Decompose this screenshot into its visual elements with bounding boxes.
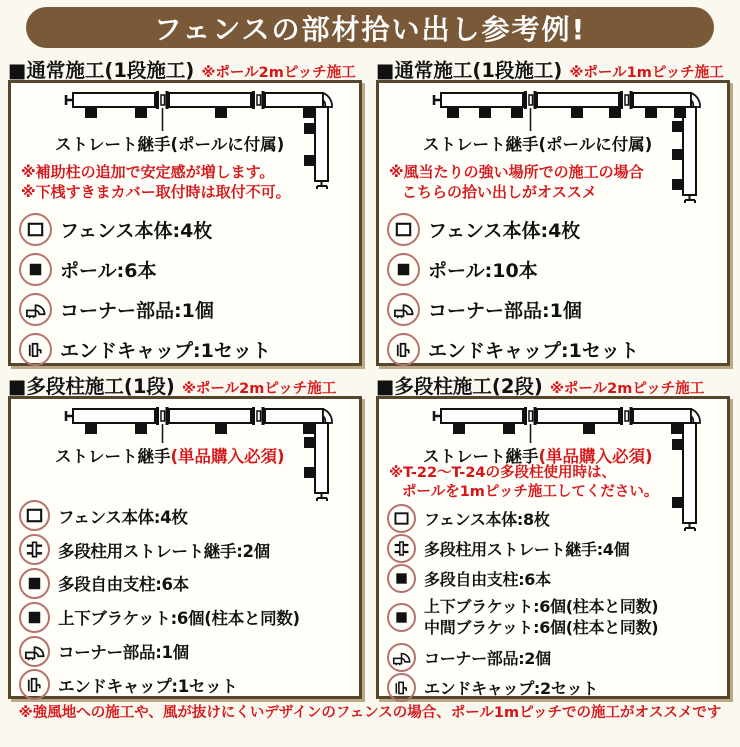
pole-glyph (25, 259, 46, 280)
pole (479, 107, 491, 118)
panel-pitch-note: ※ポール1mピッチ施工 (569, 65, 724, 81)
pole (303, 423, 315, 434)
item-label: 多段柱用ストレート継手:2個 (58, 541, 270, 561)
joint-label-note: (単品購入必須) (538, 447, 653, 466)
fence-panel-vertical (315, 423, 328, 493)
fence-panel-glyph (393, 219, 414, 240)
parts-list-item (19, 533, 351, 567)
item-label: フェンス本体:4枚 (60, 219, 213, 242)
item-label: コーナー部品:1個 (60, 299, 214, 322)
endcap-icon (387, 333, 420, 366)
red-notes (389, 464, 658, 502)
item-label: フェンス本体:4枚 (58, 507, 188, 527)
corner-elbow (323, 409, 332, 423)
joint-label: ストレート継手(単品購入必須) (423, 447, 653, 466)
corner-elbow (323, 93, 332, 107)
pole (215, 107, 227, 118)
fence-panel-3 (633, 409, 691, 423)
panel-pitch-note: ※ポール2mピッチ施工 (201, 65, 356, 81)
panel-title: ■多段柱施工(1段) (8, 375, 175, 398)
fence-panel-3 (265, 93, 323, 107)
panel-box (376, 396, 730, 699)
multi-joint-icon (19, 534, 50, 565)
rail-endcap-bottom (317, 494, 327, 501)
pole (215, 423, 227, 434)
item-label: エンドキャップ:1セット (58, 676, 238, 696)
diagram-area (19, 87, 351, 209)
parts-list-item (387, 249, 719, 289)
endcap-glyph (25, 339, 46, 360)
fence-panel-glyph (25, 219, 46, 240)
item-label: ポール:6本 (60, 259, 157, 282)
pole (674, 107, 686, 118)
red-notes (389, 163, 644, 203)
panel-pitch-note: ※ポール2mピッチ施工 (549, 381, 705, 397)
rail-endcap-left (434, 95, 440, 105)
corner-glyph (25, 299, 46, 320)
parts-list (19, 499, 351, 702)
parts-list-item (19, 289, 351, 329)
parts-list-item (19, 329, 351, 369)
pole (304, 437, 315, 448)
item-label: ポール:10本 (428, 259, 538, 282)
fence-panel-icon (387, 213, 420, 246)
pole (447, 107, 459, 118)
corner-elbow (691, 93, 700, 107)
parts-list-item (387, 329, 719, 369)
straight-joint (252, 91, 265, 109)
parts-list-item (387, 593, 719, 642)
pole-glyph (24, 573, 45, 594)
item-label: 上下ブラケット:6個(柱本と同数) (424, 596, 659, 616)
fence-panel-3 (265, 409, 323, 423)
pole (135, 423, 147, 434)
panel-title: ■多段柱施工(2段) (376, 375, 543, 398)
panel-1 (376, 52, 732, 366)
endcap-glyph (24, 674, 45, 695)
joint-label-note: (ポールに付属) (538, 135, 653, 154)
parts-list-item (19, 600, 351, 634)
corner-elbow (691, 409, 700, 423)
straight-joint (156, 407, 169, 425)
red-note-line: ※補助柱の追加で安定感が増します。 (21, 163, 275, 181)
pole (503, 423, 515, 434)
pole (85, 423, 97, 434)
corner-glyph (393, 299, 414, 320)
fence-panel-2 (537, 409, 619, 423)
red-notes (21, 163, 291, 203)
straight-joint (156, 91, 169, 109)
item-labels (424, 597, 658, 639)
pole-glyph (392, 569, 411, 588)
panel-title: ■通常施工(1段施工) (8, 59, 195, 82)
panel-box (376, 80, 730, 366)
fence-panel-3 (633, 93, 691, 107)
item-label: 多段自由支柱:6本 (58, 575, 189, 595)
pole-icon (19, 602, 50, 633)
pole (304, 155, 315, 166)
pole (645, 107, 657, 118)
fence-panel-vertical (683, 423, 696, 523)
fence-panel-icon (19, 213, 52, 246)
straight-joint (620, 407, 633, 425)
panel-3 (376, 368, 732, 699)
fence-panel-2 (169, 93, 251, 107)
panel-title-row (376, 55, 732, 80)
straight-joint (252, 407, 265, 425)
pole (453, 423, 465, 434)
red-note-line: ※下桟すきまカバー取付時は取付不可。 (21, 182, 291, 201)
item-label: コーナー部品:2個 (424, 648, 551, 668)
pole (304, 123, 315, 134)
panel-title-row (8, 55, 364, 80)
rail-endcap-bottom (317, 182, 327, 189)
pole-icon (387, 603, 416, 632)
rail-endcap-left (66, 411, 72, 421)
straight-joint (524, 407, 537, 425)
item-label: エンドキャップ:1セット (60, 339, 271, 362)
parts-list-item (387, 563, 719, 593)
diagram-area (19, 403, 351, 499)
item-label: エンドキャップ:2セット (424, 678, 598, 698)
endcap-icon (387, 673, 416, 702)
joint-label-note: (単品購入必須) (170, 447, 285, 466)
pole (135, 107, 147, 118)
rail-endcap-left (66, 95, 72, 105)
parts-list-item (19, 567, 351, 601)
pole (304, 467, 315, 478)
fence-panel-vertical (683, 107, 696, 195)
panel-box (8, 80, 362, 366)
parts-list-item (19, 249, 351, 289)
parts-list-item (387, 209, 719, 249)
rail-endcap-left (434, 411, 440, 421)
panel-title-row (8, 371, 364, 396)
parts-list (19, 209, 351, 369)
page-title: フェンスの部材拾い出し参考例! (153, 12, 587, 46)
corner-icon (19, 293, 52, 326)
panel-box (8, 396, 362, 699)
parts-list (387, 209, 719, 369)
item-label: 多段柱用ストレート継手:4個 (424, 539, 630, 559)
footer-note: ※強風地への施工や、風が抜けにくいデザインのフェンスの場合、ポール1mピッチでの施工がオススメです (18, 705, 722, 721)
item-label: フェンス本体:4枚 (428, 219, 581, 242)
pole (672, 439, 683, 450)
pole (303, 107, 315, 118)
panel-pitch-note: ※ポール2mピッチ施工 (181, 381, 337, 397)
diagram-area (387, 87, 719, 209)
fence-panel-1 (73, 409, 155, 423)
red-note-line: こちらの拾い出しがオススメ (402, 182, 597, 201)
joint-label: ストレート継手(ポールに付属) (55, 135, 285, 154)
pole-glyph (393, 259, 414, 280)
parts-list-item (387, 672, 719, 702)
pole (571, 107, 583, 118)
pole (672, 497, 683, 508)
item-label: コーナー部品:1個 (58, 643, 189, 663)
fence-panel-1 (73, 93, 155, 107)
pole (511, 107, 523, 118)
endcap-icon (19, 669, 50, 700)
parts-list-item (387, 642, 719, 672)
pole (672, 149, 683, 160)
pole-icon (19, 568, 50, 599)
panel-title: ■通常施工(1段施工) (376, 59, 563, 82)
pole-icon (19, 253, 52, 286)
corner-icon (19, 636, 50, 667)
item-label: コーナー部品:1個 (428, 299, 582, 322)
panel-0 (8, 52, 364, 366)
pole-icon (387, 253, 420, 286)
straight-joint (620, 91, 633, 109)
item-label: フェンス本体:8枚 (424, 509, 550, 529)
fence-panel-2 (169, 409, 251, 423)
corner-icon (387, 643, 416, 672)
parts-list-item (19, 668, 351, 702)
red-note-line: ※T-22〜T-24の多段柱使用時は、 (389, 465, 617, 481)
pole (583, 423, 595, 434)
endcap-glyph (393, 339, 414, 360)
pole-glyph (392, 608, 411, 627)
item-label: 多段自由支柱:6本 (424, 569, 551, 589)
endcap-glyph (392, 678, 411, 697)
fence-panel-1 (441, 93, 523, 107)
corner-glyph (24, 641, 45, 662)
pole-icon (387, 564, 416, 593)
fence-panel-2 (537, 93, 619, 107)
parts-list-item (19, 209, 351, 249)
pole (672, 179, 683, 190)
item-label: 上下ブラケット:6個(柱本と同数) (58, 609, 300, 629)
pole (672, 121, 683, 132)
joint-label: ストレート継手(ポールに付属) (423, 135, 653, 154)
fence-panel-vertical (315, 107, 328, 181)
pole (609, 107, 621, 118)
multi-joint-glyph (392, 539, 411, 558)
pole-glyph (24, 607, 45, 628)
pole (671, 423, 683, 434)
straight-joint (524, 91, 537, 109)
red-note-line: ポールを1mピッチ施工してください。 (402, 484, 659, 501)
parts-list-item (387, 289, 719, 329)
corner-icon (387, 293, 420, 326)
diagram-area (387, 403, 719, 503)
pole (85, 107, 97, 118)
panels-grid (0, 52, 740, 699)
rail-endcap-bottom (685, 524, 695, 531)
panel-2 (8, 368, 364, 699)
corner-glyph (392, 648, 411, 667)
item-label: 中間ブラケット:6個(柱本と同数) (424, 617, 659, 637)
panel-title-row (376, 371, 732, 396)
red-note-line: ※風当たりの強い場所での施工の場合 (389, 163, 644, 181)
page-title-banner (26, 7, 714, 48)
fence-panel-1 (441, 409, 523, 423)
joint-label-note: (ポールに付属) (170, 135, 285, 154)
multi-joint-glyph (24, 539, 45, 560)
parts-list-item (19, 634, 351, 668)
rail-endcap-bottom (685, 196, 695, 203)
endcap-icon (19, 333, 52, 366)
item-label: エンドキャップ:1セット (428, 339, 639, 362)
joint-label: ストレート継手(単品購入必須) (55, 447, 285, 466)
